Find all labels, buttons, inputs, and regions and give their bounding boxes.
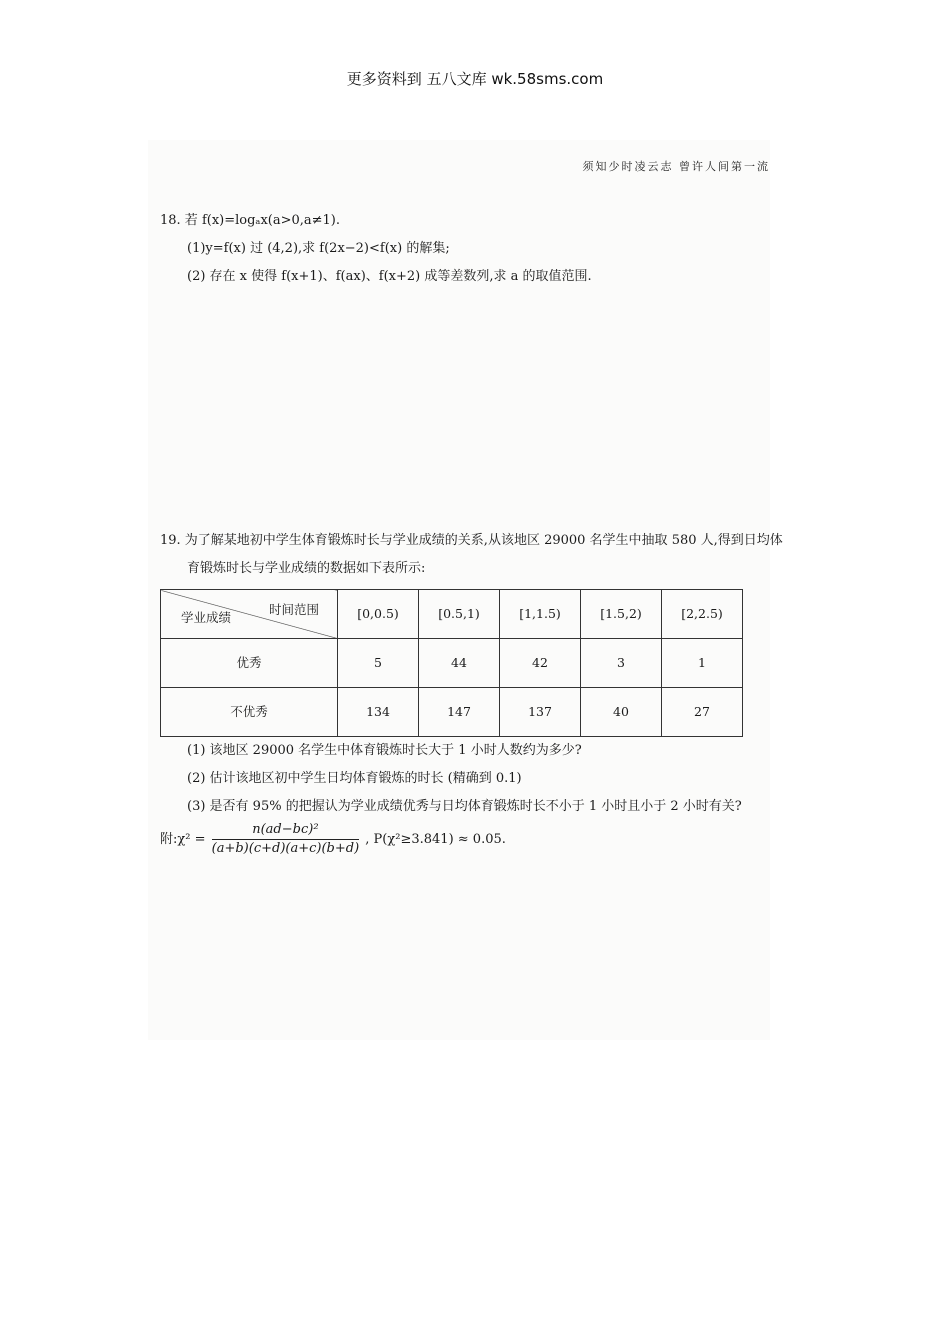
q19-part3: (3) 是否有 95% 的把握认为学业成绩优秀与日均体育锻炼时长不小于 1 小时且小于 2 小时有关? [187, 799, 742, 814]
appendix-prefix: 附:χ² = [160, 832, 206, 847]
motto: 须知少时凌云志 曾许人间第一流 [582, 160, 770, 173]
table-cell: 134 [338, 688, 419, 737]
corner-header-bottom: 学业成绩 [181, 610, 232, 625]
table-cell: 27 [662, 688, 743, 737]
table-header-cell: [1,1.5) [500, 590, 581, 639]
table-header-cell: [1.5,2) [581, 590, 662, 639]
chi-square-formula [212, 821, 360, 858]
table-corner-cell [161, 590, 338, 639]
formula-numerator: n(ad−bc)² [212, 821, 360, 840]
q19-part1: (1) 该地区 29000 名学生中体育锻炼时长大于 1 小时人数约为多少? [187, 743, 582, 758]
table-row [161, 688, 743, 737]
q18-part2: (2) 存在 x 使得 f(x+1)、f(ax)、f(x+2) 成等差数列,求 a 的取值范围. [187, 269, 592, 284]
row-label: 优秀 [161, 639, 338, 688]
site-header: 更多资料到 五八文库 wk.58sms.com [346, 70, 604, 88]
q18-part1: (1)y=f(x) 过 (4,2),求 f(2x−2)<f(x) 的解集; [187, 241, 450, 256]
table-header-cell: [2,2.5) [662, 590, 743, 639]
table-header-cell: [0,0.5) [338, 590, 419, 639]
appendix-suffix: , P(χ²≥3.841) ≈ 0.05. [365, 832, 506, 847]
row-label: 不优秀 [161, 688, 338, 737]
q19-appendix [160, 821, 800, 858]
data-table [160, 589, 743, 737]
corner-header-top: 时间范围 [268, 602, 319, 617]
formula-denominator: (a+b)(c+d)(a+c)(b+d) [211, 841, 360, 856]
table-header-row [161, 590, 743, 639]
table-header-cell: [0.5,1) [419, 590, 500, 639]
table-cell: 1 [662, 639, 743, 688]
q19-stem-line1: 19. 为了解某地初中学生体育锻炼时长与学业成绩的关系,从该地区 29000 名学生中抽取 580 人,得到日均体 [160, 533, 783, 548]
table-cell: 44 [419, 639, 500, 688]
q19-part2: (2) 估计该地区初中学生日均体育锻炼的时长 (精确到 0.1) [187, 771, 522, 786]
table-cell: 42 [500, 639, 581, 688]
table-cell: 137 [500, 688, 581, 737]
table-row [161, 639, 743, 688]
table-cell: 147 [419, 688, 500, 737]
q18-stem: 18. 若 f(x)=logₐx(a>0,a≠1). [160, 213, 341, 228]
table-cell: 5 [338, 639, 419, 688]
question-18 [160, 207, 780, 291]
table-cell: 3 [581, 639, 662, 688]
table-cell: 40 [581, 688, 662, 737]
question-19 [160, 527, 800, 858]
q19-stem-line2: 育锻炼时长与学业成绩的数据如下表所示: [187, 561, 426, 576]
